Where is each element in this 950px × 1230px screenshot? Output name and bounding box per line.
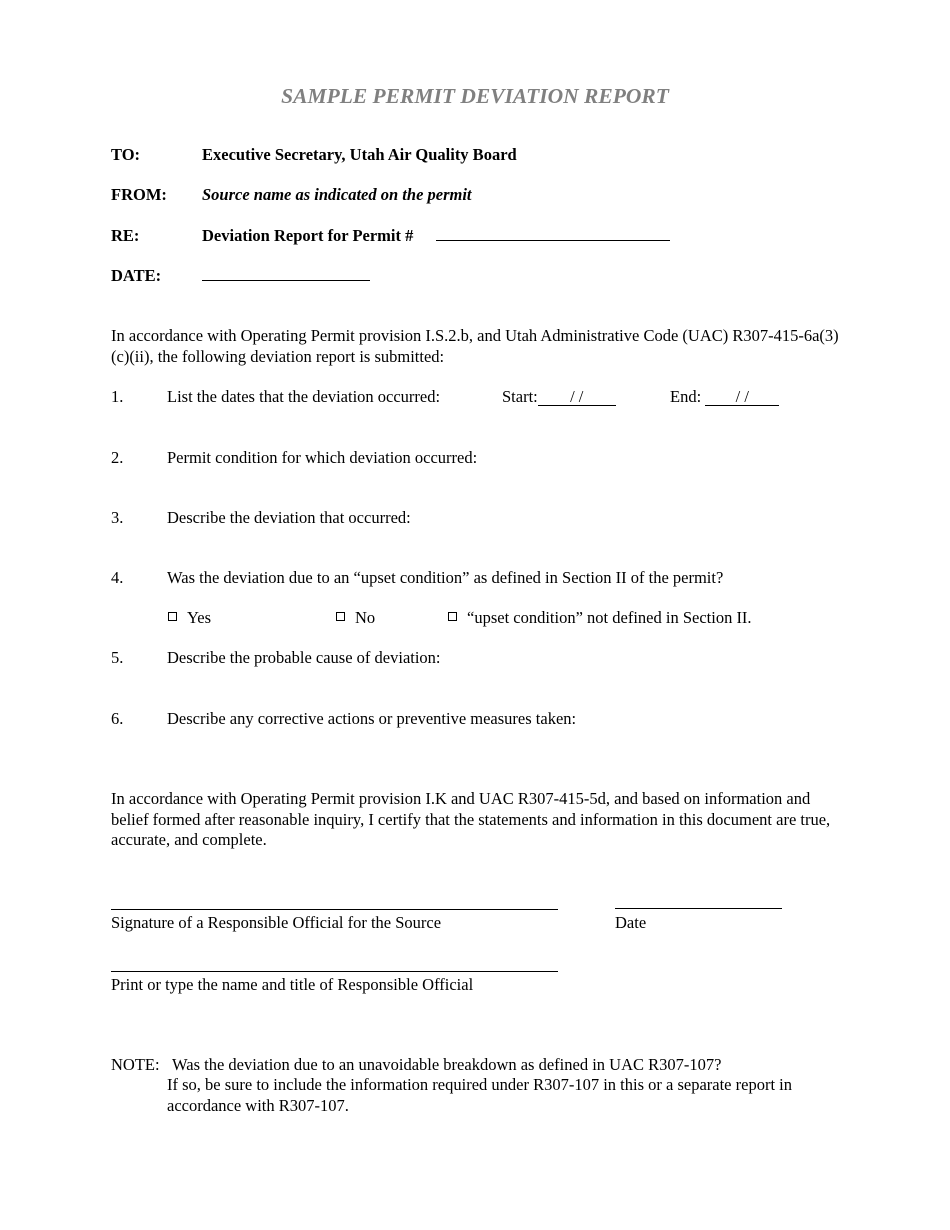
option-not-defined[interactable] [448, 608, 752, 628]
checkbox-icon[interactable] [448, 612, 457, 621]
item-text: Describe any corrective actions or preventive measures taken: [167, 709, 577, 728]
end-label: End: [670, 387, 702, 406]
signature-label: Signature of a Responsible Official for the Source [111, 913, 442, 932]
signature-date-field[interactable] [615, 908, 782, 909]
to-label: TO: [111, 145, 141, 164]
item-number: 1. [111, 387, 124, 406]
print-name-label: Print or type the name and title of Responsible Official [111, 975, 474, 994]
from-value: Source name as indicated on the permit [202, 185, 472, 204]
item-text: List the dates that the deviation occurred: [167, 387, 441, 406]
item-text: Was the deviation due to an “upset condition” as defined in Section II of the permit? [167, 568, 724, 587]
to-value: Executive Secretary, Utah Air Quality Board [202, 145, 517, 164]
option-yes[interactable] [168, 608, 211, 628]
option-label: Yes [187, 608, 212, 627]
item-number: 6. [111, 709, 124, 728]
from-label: FROM: [111, 185, 167, 204]
intro-paragraph: In accordance with Operating Permit provision I.S.2.b, and Utah Administrative Code (UAC) R307-415-6a(3)(c)(ii), the following deviation report is submitted: [111, 326, 839, 366]
date-label: DATE: [111, 266, 162, 285]
start-date-field[interactable]: / / [538, 388, 616, 406]
print-name-field[interactable] [111, 971, 558, 972]
item-text: Permit condition for which deviation occurred: [167, 448, 478, 467]
item-number: 4. [111, 568, 124, 587]
item-number: 5. [111, 648, 124, 667]
re-label: RE: [111, 226, 140, 245]
checkbox-icon[interactable] [168, 612, 177, 621]
end-date [670, 387, 779, 407]
note-line-2: If so, be sure to include the information required under R307-107 in this or a separate report in accordance with R307-107. [167, 1075, 792, 1115]
item-number: 3. [111, 508, 124, 527]
certification-paragraph: In accordance with Operating Permit provision I.K and UAC R307-415-5d, and based on information and belief formed after reasonable inquiry, I certify that the statements and information in this document are true, accurate, and complete. [111, 789, 831, 849]
permit-number-field[interactable] [436, 240, 670, 241]
item-text: Describe the probable cause of deviation: [167, 648, 441, 667]
item-text: Describe the deviation that occurred: [167, 508, 411, 527]
end-date-field[interactable]: / / [705, 388, 779, 406]
re-value: Deviation Report for Permit # [202, 226, 414, 245]
signature-field[interactable] [111, 909, 558, 910]
checkbox-icon[interactable] [336, 612, 345, 621]
option-label: “upset condition” not defined in Section II. [467, 608, 752, 627]
note-line-1: Was the deviation due to an unavoidable breakdown as defined in UAC R307-107? [172, 1055, 722, 1074]
start-label: Start: [502, 387, 538, 406]
option-no[interactable] [336, 608, 375, 628]
note-label: NOTE: [111, 1055, 160, 1074]
option-label: No [355, 608, 376, 627]
item-number: 2. [111, 448, 124, 467]
page-title: SAMPLE PERMIT DEVIATION REPORT [281, 84, 669, 108]
signature-date-label: Date [615, 913, 647, 932]
start-date [502, 387, 616, 407]
date-field[interactable] [202, 280, 370, 281]
